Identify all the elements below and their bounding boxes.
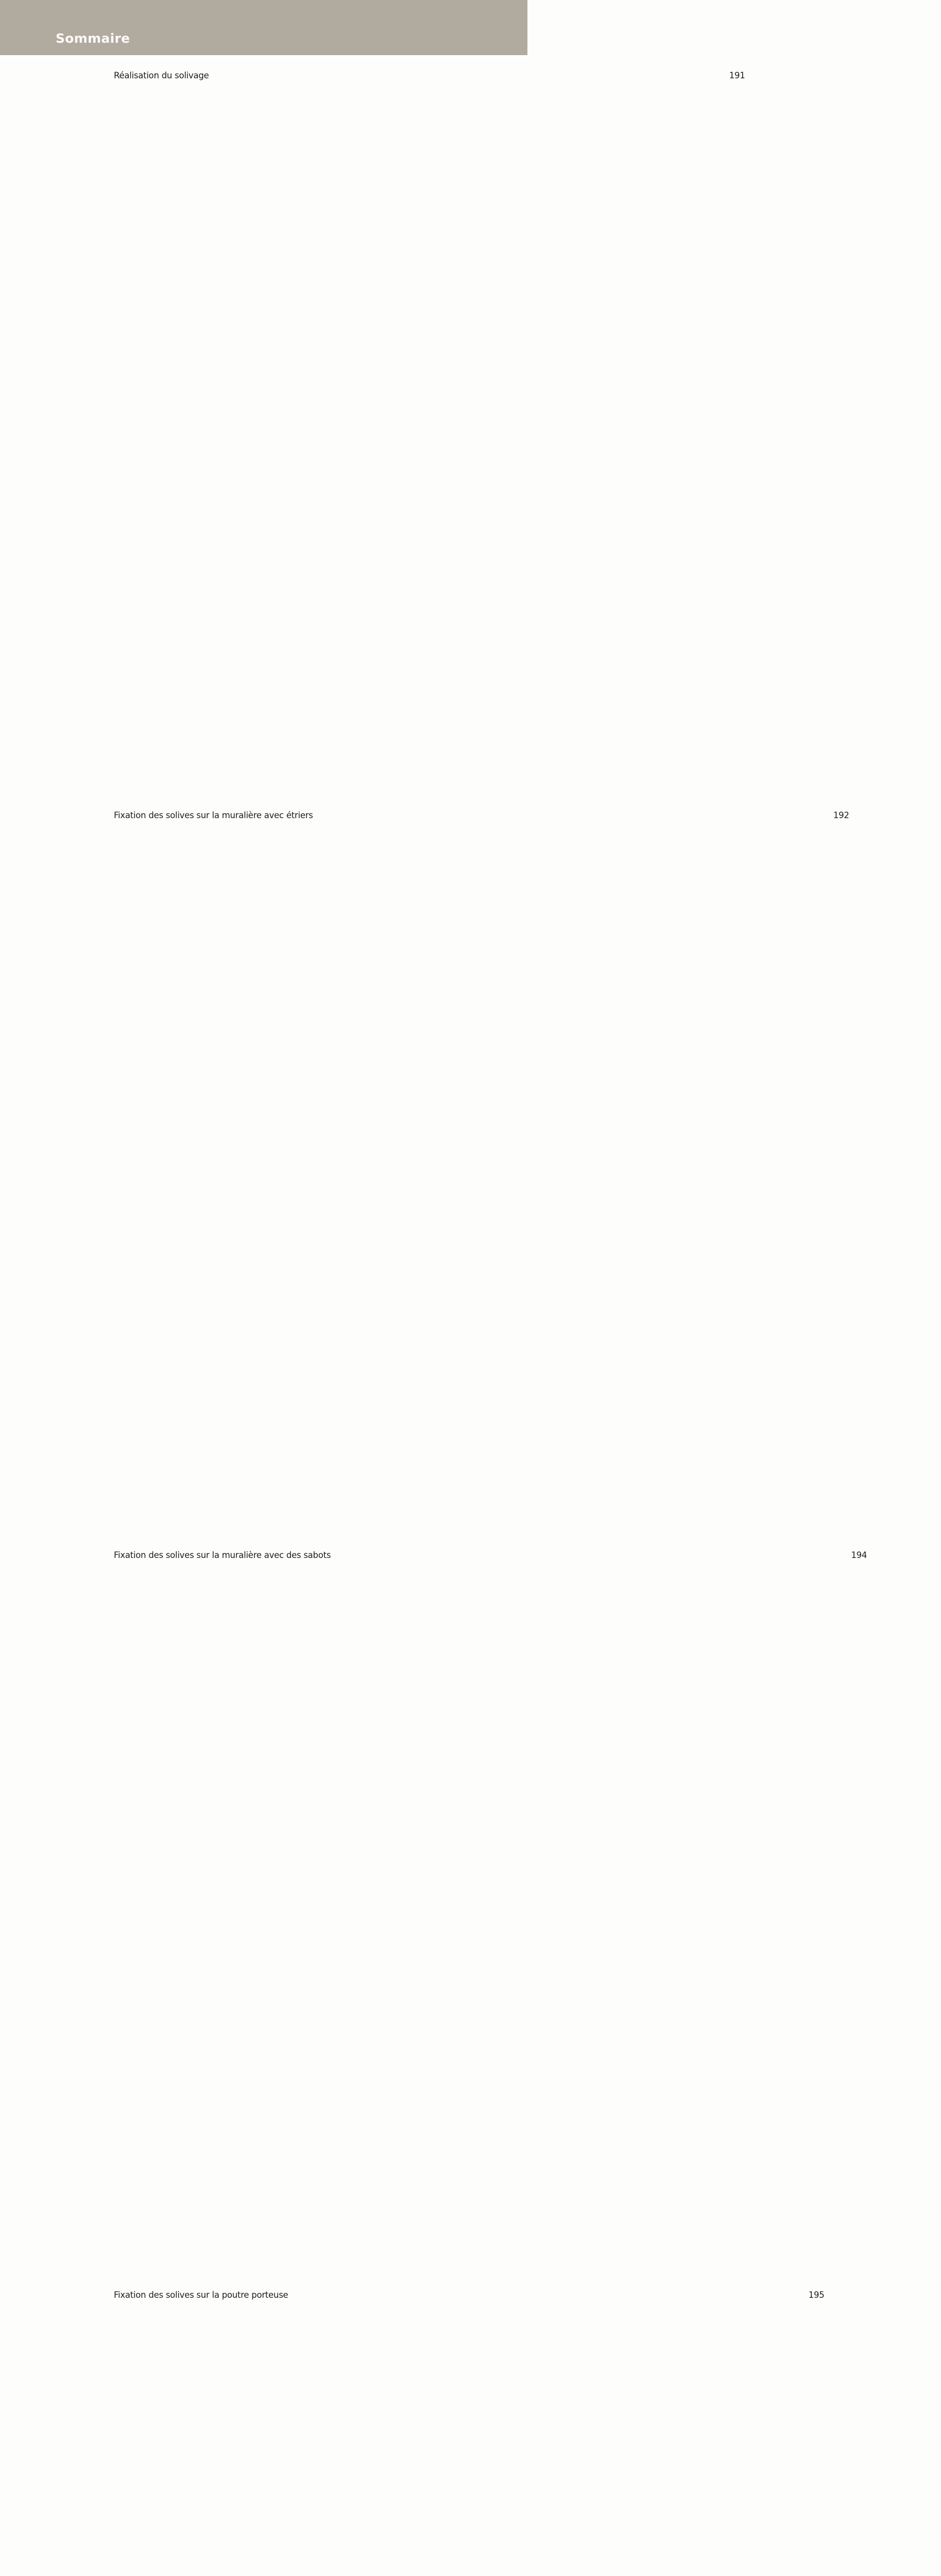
toc-entry-label: Fixation des solives sur la muralière avec étriers: [114, 810, 313, 820]
table-of-contents: [0, 55, 867, 2576]
page-number: 194: [339, 1549, 867, 2289]
toc-entry: [0, 2289, 825, 2576]
header-band: [0, 0, 527, 55]
toc-entry: [0, 1549, 867, 2289]
toc-entry: [0, 809, 849, 1549]
toc-entry-label: Fixation des solives sur la muralière avec des sabots: [114, 1550, 331, 1560]
toc-entry-label: Réalisation du solivage: [114, 71, 209, 80]
page-title: Sommaire: [56, 31, 130, 46]
page-number: 191: [218, 70, 745, 809]
toc-entry-label: Fixation des solives sur la poutre porteuse: [114, 2290, 288, 2300]
toc-entry: [0, 70, 745, 809]
page-number: 192: [322, 809, 849, 1549]
page-number: 195: [297, 2289, 824, 2576]
